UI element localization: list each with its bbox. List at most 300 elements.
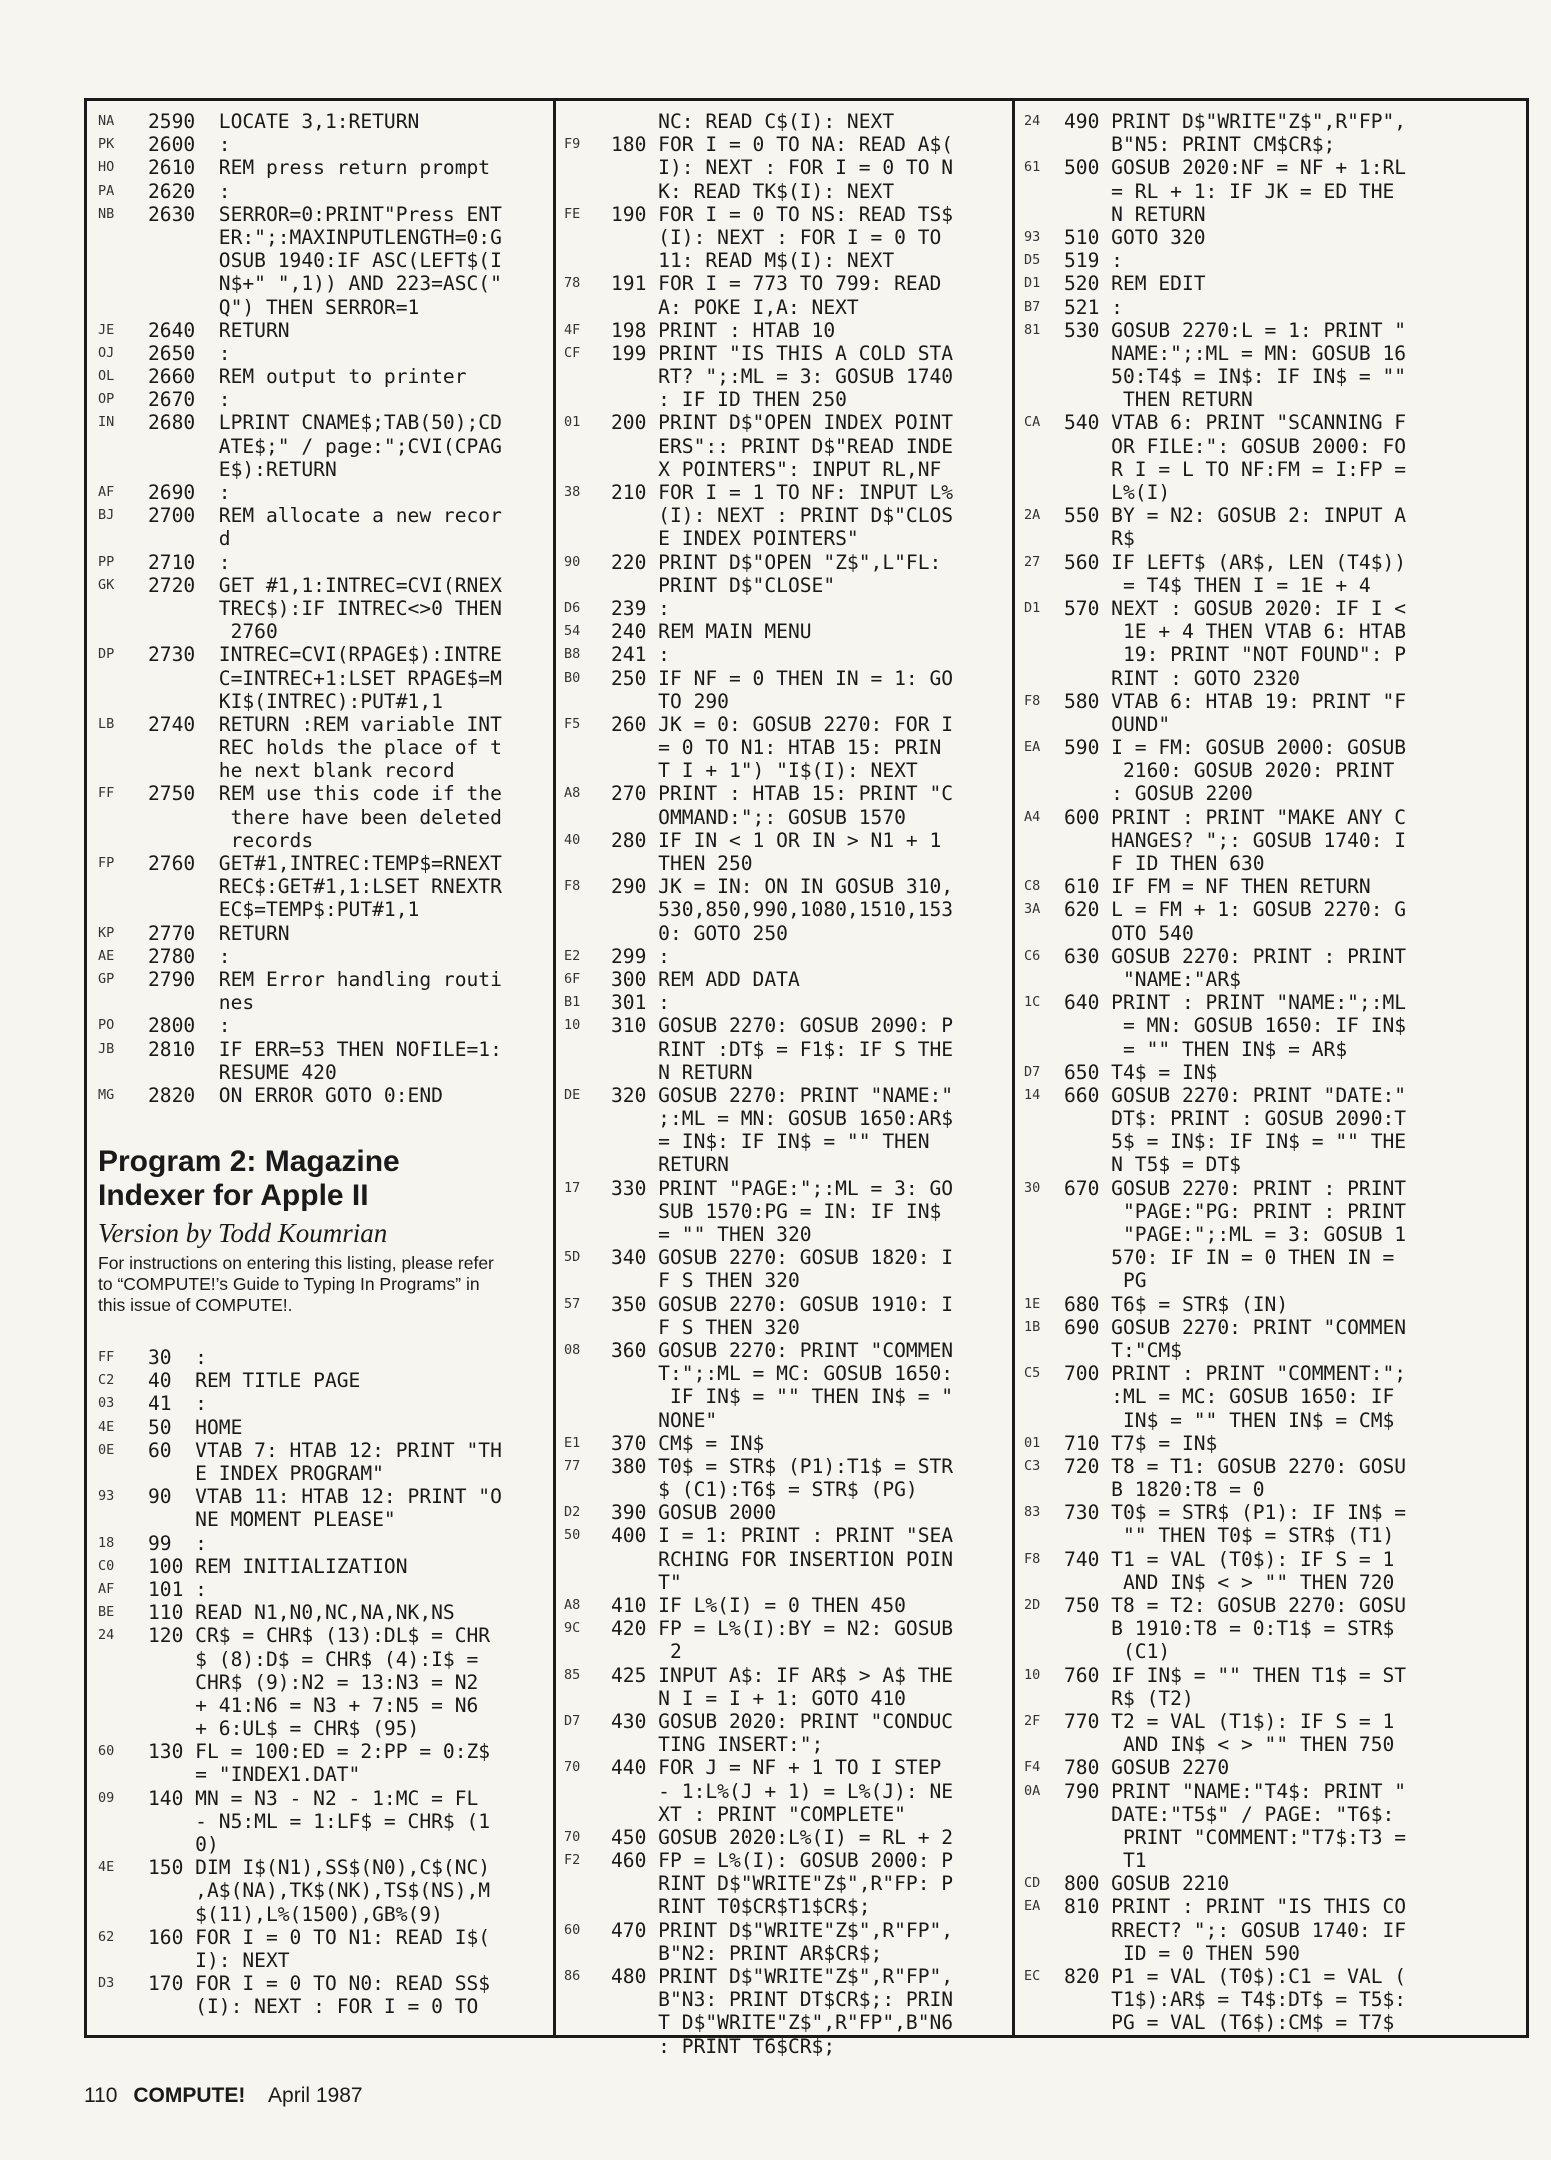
checksum: JB <box>98 1040 115 1057</box>
checksum: 01 <box>1024 1434 1041 1451</box>
code-line <box>564 551 1004 574</box>
checksum: E2 <box>564 947 581 964</box>
code-text: 410 IF L%(I) = 0 THEN 450 <box>611 1594 906 1617</box>
code-text: XT : PRINT "COMPLETE" <box>611 1802 906 1826</box>
code-line <box>1024 1316 1524 1339</box>
code-text: 790 PRINT "NAME:"T4$: PRINT " <box>1064 1779 1407 1803</box>
code-line <box>1024 458 1524 481</box>
checksum: CD <box>1024 1875 1041 1892</box>
code-line <box>1024 1640 1524 1663</box>
code-text: 200 PRINT D$"OPEN INDEX POINT <box>611 411 954 435</box>
code-line <box>98 156 548 179</box>
code-text: ,A$(NA),TK$(NK),TS$(NS),M <box>148 1879 491 1903</box>
code-text: 590 I = FM: GOSUB 2000: GOSUB <box>1064 736 1407 760</box>
checksum: 4F <box>564 321 581 338</box>
code-line <box>98 133 548 156</box>
code-text: 760 IF IN$ = "" THEN T1$ = ST <box>1064 1663 1407 1687</box>
code-text: $ (C1):T6$ = STR$ (PG) <box>611 1478 918 1502</box>
code-line <box>564 1640 1004 1663</box>
code-text: 2590 LOCATE 3,1:RETURN <box>148 110 420 133</box>
code-line <box>1024 1107 1524 1130</box>
code-line <box>98 1508 548 1531</box>
checksum: FP <box>98 855 115 871</box>
checksum: KP <box>98 924 115 941</box>
checksum: PA <box>98 182 115 199</box>
code-line <box>98 1810 548 1833</box>
code-line <box>1024 1988 1524 2011</box>
code-line <box>1024 1339 1524 1362</box>
code-text: 299 : <box>611 944 670 968</box>
code-text: 260 JK = 0: GOSUB 2270: FOR I <box>611 712 954 736</box>
code-text: 390 GOSUB 2000 <box>611 1501 777 1525</box>
code-line <box>1024 1130 1524 1153</box>
code-text: E$):RETURN <box>148 457 337 481</box>
magazine-name: COMPUTE! <box>133 2084 246 2107</box>
checksum: D1 <box>1024 599 1041 616</box>
code-line <box>564 1687 1004 1710</box>
checksum: DP <box>98 646 115 663</box>
program2-title <box>98 1145 548 1213</box>
checksum: 1B <box>1024 1318 1041 1335</box>
code-line <box>564 898 1004 921</box>
code-text: OR FILE:": GOSUB 2000: FO <box>1064 434 1407 458</box>
code-text: 301 : <box>611 991 670 1015</box>
code-line <box>1024 1687 1524 1710</box>
code-line <box>564 481 1004 504</box>
code-line <box>98 1717 548 1740</box>
code-line <box>564 435 1004 458</box>
code-text: IN$ = "" THEN IN$ = CM$ <box>1064 1408 1395 1432</box>
code-text: AND IN$ < > "" THEN 720 <box>1064 1570 1395 1594</box>
code-line <box>564 945 1004 968</box>
code-line <box>98 504 548 527</box>
checksum: 09 <box>98 1789 115 1806</box>
code-text: 340 GOSUB 2270: GOSUB 1820: I <box>611 1246 954 1270</box>
code-line <box>564 1942 1004 1965</box>
code-line <box>1024 597 1524 620</box>
code-text: 400 I = 1: PRINT : PRINT "SEA <box>611 1524 954 1548</box>
code-text: RT? ";:ML = 3: GOSUB 1740 <box>611 365 954 389</box>
code-text: (C1) <box>1064 1640 1171 1664</box>
code-text: NE MOMENT PLEASE" <box>148 1508 396 1532</box>
checksum: OL <box>98 368 115 385</box>
code-line <box>564 1153 1004 1176</box>
code-text: OUND" <box>1064 712 1171 736</box>
program2-byline: Version by Todd Koumrian <box>98 1218 388 1249</box>
code-line <box>564 1524 1004 1547</box>
code-text: 280 IF IN < 1 OR IN > N1 + 1 <box>611 828 942 852</box>
checksum: B0 <box>564 669 581 686</box>
code-line <box>564 643 1004 666</box>
code-line <box>98 1787 548 1810</box>
checksum: 61 <box>1024 159 1041 176</box>
program2-title-line2: Indexer for Apple II <box>98 1179 369 1213</box>
code-text: 2660 REM output to printer <box>148 365 467 389</box>
checksum: AE <box>98 947 115 964</box>
checksum: 10 <box>1024 1666 1041 1683</box>
code-text: B"N5: PRINT CM$CR$; <box>1064 133 1336 157</box>
code-line <box>98 1038 548 1061</box>
column-divider-2 <box>1012 98 1015 2038</box>
checksum: 4E <box>98 1859 115 1876</box>
code-line <box>1024 1223 1524 1246</box>
code-line <box>1024 620 1524 643</box>
checksum: D2 <box>564 1504 581 1521</box>
code-text: 521 : <box>1064 295 1123 319</box>
code-text: 520 REM EDIT <box>1064 272 1206 296</box>
code-text: 650 T4$ = IN$ <box>1064 1060 1218 1084</box>
code-line <box>98 1926 548 1949</box>
code-line <box>1024 1385 1524 1408</box>
code-text: 750 T8 = T2: GOSUB 2270: GOSU <box>1064 1594 1407 1617</box>
code-text: NC: READ C$(I): NEXT <box>611 110 895 133</box>
code-text: 198 PRINT : HTAB 10 <box>611 318 836 342</box>
code-line <box>98 1648 548 1671</box>
code-line <box>564 1849 1004 1872</box>
code-text: 270 PRINT : HTAB 15: PRINT "C <box>611 782 954 806</box>
code-line <box>564 1826 1004 1849</box>
code-line <box>1024 1942 1524 1965</box>
code-text: 550 BY = N2: GOSUB 2: INPUT A <box>1064 504 1407 528</box>
code-text: "NAME:"AR$ <box>1064 967 1241 991</box>
code-text: F S THEN 320 <box>611 1315 800 1339</box>
checksum: 03 <box>98 1395 115 1412</box>
checksum: FF <box>98 785 115 802</box>
code-text: 160 FOR I = 0 TO N1: READ I$( <box>148 1925 491 1949</box>
code-line <box>98 319 548 342</box>
code-line <box>1024 922 1524 945</box>
code-line <box>1024 249 1524 272</box>
code-text: REC$:GET#1,1:LSET RNEXTR <box>148 875 502 899</box>
code-text: + 41:N6 = N3 + 7:N5 = N6 <box>148 1693 479 1717</box>
code-text: PRINT D$"CLOSE" <box>611 573 836 597</box>
code-line <box>98 1903 548 1926</box>
code-text: TO 290 <box>611 689 729 713</box>
checksum: CA <box>1024 414 1041 431</box>
code-text: 40 REM TITLE PAGE <box>148 1369 361 1393</box>
code-text: there have been deleted <box>148 805 502 829</box>
checksum: D7 <box>564 1712 581 1729</box>
code-text: RINT T0$CR$T1$CR$; <box>611 1895 871 1919</box>
code-text: RCHING FOR INSERTION POIN <box>611 1547 954 1571</box>
code-line <box>564 1548 1004 1571</box>
code-text: = IN$: IF IN$ = "" THEN <box>611 1130 930 1154</box>
code-text: RRECT? ";: GOSUB 1740: IF <box>1064 1918 1407 1942</box>
code-text: 11: READ M$(I): NEXT <box>611 249 895 273</box>
checksum: 70 <box>564 1759 581 1776</box>
code-line <box>1024 713 1524 736</box>
code-text: = T4$ THEN I = 1E + 4 <box>1064 573 1371 597</box>
checksum: 6F <box>564 970 581 987</box>
code-line <box>564 1200 1004 1223</box>
code-line <box>98 249 548 272</box>
checksum: 14 <box>1024 1086 1041 1103</box>
code-text: T1$):AR$ = T4$:DT$ = T5$: <box>1064 1988 1407 2012</box>
code-line <box>564 249 1004 272</box>
code-line <box>98 574 548 597</box>
code-line <box>1024 1409 1524 1432</box>
code-text: 2680 LPRINT CNAME$;TAB(50);CD <box>148 411 502 435</box>
code-text: :ML = MC: GOSUB 1650: IF <box>1064 1385 1395 1409</box>
checksum: 01 <box>564 414 581 431</box>
code-text: 190 FOR I = 0 TO NS: READ TS$ <box>611 202 954 226</box>
code-line <box>1024 435 1524 458</box>
checksum: 70 <box>564 1828 581 1845</box>
code-text: 810 PRINT : PRINT "IS THIS CO <box>1064 1895 1407 1919</box>
code-line <box>564 875 1004 898</box>
code-text: N RETURN <box>611 1060 753 1084</box>
checksum: LB <box>98 715 115 732</box>
code-line <box>98 1555 548 1578</box>
code-text: 30 : <box>148 1346 207 1370</box>
code-text: 670 GOSUB 2270: PRINT : PRINT <box>1064 1176 1407 1200</box>
code-text: 2640 RETURN <box>148 318 290 342</box>
checksum: 9C <box>564 1620 581 1637</box>
code-text: T" <box>611 1570 682 1594</box>
code-text: : PRINT T6$CR$; <box>611 2034 836 2058</box>
code-text: THEN RETURN <box>1064 388 1253 412</box>
code-line <box>564 1061 1004 1084</box>
code-line <box>98 1485 548 1508</box>
code-text: 2780 : <box>148 944 231 968</box>
code-line <box>1024 1548 1524 1571</box>
code-line <box>98 852 548 875</box>
code-text: 350 GOSUB 2270: GOSUB 1910: I <box>611 1292 954 1316</box>
code-line <box>564 1409 1004 1432</box>
code-text: 780 GOSUB 2270 <box>1064 1756 1230 1780</box>
code-text: "PAGE:";:ML = 3: GOSUB 1 <box>1064 1223 1407 1246</box>
code-line <box>1024 898 1524 921</box>
code-text: 2 <box>611 1640 682 1664</box>
code-line <box>1024 2011 1524 2034</box>
code-text: 800 GOSUB 2210 <box>1064 1872 1230 1896</box>
code-line <box>1024 1571 1524 1594</box>
code-line <box>1024 1826 1524 1849</box>
code-text: 41 : <box>148 1392 207 1416</box>
code-line <box>98 1740 548 1763</box>
checksum: 4E <box>98 1418 115 1435</box>
checksum: 0E <box>98 1441 115 1458</box>
checksum: GP <box>98 970 115 987</box>
page-footer <box>84 2084 363 2108</box>
code-line <box>564 1988 1004 2011</box>
code-line <box>1024 365 1524 388</box>
code-line <box>98 782 548 805</box>
checksum: F8 <box>1024 692 1041 709</box>
code-line <box>564 296 1004 319</box>
code-text: he next blank record <box>148 759 455 783</box>
checksum: 1E <box>1024 1295 1041 1312</box>
code-line <box>564 1246 1004 1269</box>
code-line <box>564 458 1004 481</box>
code-line <box>1024 1014 1524 1037</box>
code-line <box>98 875 548 898</box>
checksum: CF <box>564 344 581 361</box>
code-text: 50 HOME <box>148 1415 243 1439</box>
code-line <box>98 1694 548 1717</box>
code-text: 2790 REM Error handling routi <box>148 967 502 991</box>
code-text: PRINT "COMMENT:"T7$:T3 = <box>1064 1825 1407 1849</box>
code-text: ATE$;" / page:";CVI(CPAG <box>148 434 502 458</box>
code-text: 99 : <box>148 1531 207 1555</box>
code-text: 680 T6$ = STR$ (IN) <box>1064 1292 1289 1316</box>
code-line <box>1024 1780 1524 1803</box>
code-line <box>98 1439 548 1462</box>
code-line <box>564 1664 1004 1687</box>
code-text: 0) <box>148 1833 219 1856</box>
checksum: 5D <box>564 1249 581 1266</box>
code-line <box>98 180 548 203</box>
code-line <box>1024 1872 1524 1895</box>
code-line <box>98 203 548 226</box>
code-line <box>98 945 548 968</box>
code-line <box>98 110 548 133</box>
code-text: 101 : <box>148 1577 207 1601</box>
code-line <box>98 226 548 249</box>
code-text: 580 VTAB 6: HTAB 19: PRINT "F <box>1064 689 1407 713</box>
code-line <box>564 1571 1004 1594</box>
code-line <box>1024 759 1524 782</box>
code-text: 2770 RETURN <box>148 921 290 945</box>
code-text: 420 FP = L%(I):BY = N2: GOSUB <box>611 1617 954 1641</box>
code-text: C=INTREC+1:LSET RPAGE$=M <box>148 666 502 690</box>
checksum: PP <box>98 553 115 570</box>
code-text: records <box>148 828 314 852</box>
code-line <box>1024 1246 1524 1269</box>
code-line <box>98 1856 548 1879</box>
code-text: 180 FOR I = 0 TO NA: READ A$( <box>611 133 954 157</box>
checksum: F2 <box>564 1852 581 1869</box>
code-text: KI$(INTREC):PUT#1,1 <box>148 689 443 713</box>
code-line <box>1024 1061 1524 1084</box>
code-text: RINT :DT$ = F1$: IF S THE <box>611 1037 954 1061</box>
code-text: = 0 TO N1: HTAB 15: PRIN <box>611 736 942 760</box>
code-text: 560 IF LEFT$ (AR$, LEN (T4$)) <box>1064 550 1407 574</box>
code-line <box>98 759 548 782</box>
code-line <box>564 1223 1004 1246</box>
code-text: RETURN <box>611 1153 729 1177</box>
checksum: BE <box>98 1604 115 1621</box>
checksum: 1C <box>1024 994 1041 1011</box>
code-text: RINT D$"WRITE"Z$",R"FP: P <box>611 1872 954 1896</box>
code-line <box>564 527 1004 550</box>
code-line <box>1024 1664 1524 1687</box>
page-number: 110 <box>84 2084 118 2107</box>
code-text: 2720 GET #1,1:INTREC=CVI(RNEX <box>148 573 502 597</box>
code-text: 2600 : <box>148 133 231 157</box>
code-line <box>1024 110 1524 133</box>
code-line <box>564 1362 1004 1385</box>
code-text: DT$: PRINT : GOSUB 2090:T <box>1064 1107 1407 1131</box>
code-line <box>564 388 1004 411</box>
code-line <box>564 1038 1004 1061</box>
code-text: ID = 0 THEN 590 <box>1064 1941 1300 1965</box>
code-line <box>1024 1803 1524 1826</box>
code-line <box>98 736 548 759</box>
checksum: 2D <box>1024 1597 1041 1613</box>
checksum: F9 <box>564 136 581 153</box>
code-text: 440 FOR J = NF + 1 TO I STEP <box>611 1756 942 1780</box>
checksum: D7 <box>1024 1063 1041 1080</box>
checksum: 85 <box>564 1666 581 1683</box>
program2-listing-cont-2 <box>1024 110 1524 2035</box>
code-text: - 1:L%(J + 1) = L%(J): NE <box>611 1779 954 1803</box>
code-text: 330 PRINT "PAGE:";:ML = 3: GO <box>611 1176 954 1200</box>
code-line <box>98 829 548 852</box>
code-text: $(11),L%(1500),GB%(9) <box>148 1902 443 1926</box>
code-text: R I = L TO NF:FM = I:FP = <box>1064 457 1407 481</box>
code-line <box>1024 1432 1524 1455</box>
code-line <box>564 1756 1004 1779</box>
code-line <box>1024 991 1524 1014</box>
code-text: 630 GOSUB 2270: PRINT : PRINT <box>1064 944 1407 968</box>
checksum: MG <box>98 1086 115 1103</box>
code-line <box>1024 1293 1524 1316</box>
code-text: IF IN$ = "" THEN IN$ = " <box>611 1385 954 1409</box>
checksum: C2 <box>98 1372 115 1389</box>
code-line <box>564 133 1004 156</box>
code-text: 770 T2 = VAL (T1$): IF S = 1 <box>1064 1709 1395 1733</box>
checksum: F8 <box>1024 1550 1041 1567</box>
code-line <box>98 922 548 945</box>
checksum: D1 <box>1024 275 1041 292</box>
code-text: 19: PRINT "NOT FOUND": P <box>1064 643 1407 667</box>
code-text: DATE:"T5$" / PAGE: "T6$: <box>1064 1802 1395 1826</box>
checksum: C3 <box>1024 1457 1041 1474</box>
code-line <box>1024 1200 1524 1223</box>
code-line <box>1024 133 1524 156</box>
code-text: 2730 INTREC=CVI(RPAGE$):INTRE <box>148 643 502 667</box>
code-line <box>98 991 548 1014</box>
code-text: 0: GOTO 250 <box>611 921 788 945</box>
checksum: 3A <box>1024 901 1041 918</box>
checksum: 0A <box>1024 1782 1041 1799</box>
code-line <box>564 226 1004 249</box>
code-line <box>1024 806 1524 829</box>
code-line <box>98 296 548 319</box>
code-line <box>1024 875 1524 898</box>
code-line <box>98 458 548 481</box>
checksum: 86 <box>564 1968 581 1984</box>
code-text: 130 FL = 100:ED = 2:PP = 0:Z$ <box>148 1740 491 1764</box>
code-text: T:"CM$ <box>1064 1338 1182 1362</box>
code-text: - N5:ML = 1:LF$ = CHR$ (1 <box>148 1809 491 1833</box>
code-line <box>98 1763 548 1786</box>
code-text: NAME:";:ML = MN: GOSUB 16 <box>1064 341 1407 365</box>
code-line <box>98 1392 548 1415</box>
program2-listing-start <box>98 1346 548 2018</box>
code-text: 2710 : <box>148 550 231 574</box>
code-text: 2700 REM allocate a new recor <box>148 504 502 528</box>
code-text: K: READ TK$(I): NEXT <box>611 179 895 203</box>
checksum: HO <box>98 159 115 176</box>
code-line <box>1024 342 1524 365</box>
code-line <box>564 1501 1004 1524</box>
code-text: 5$ = IN$: IF IN$ = "" THE <box>1064 1130 1407 1154</box>
code-text: TING INSERT:"; <box>611 1733 824 1757</box>
code-text: 2760 GET#1,INTREC:TEMP$=RNEXT <box>148 852 502 875</box>
column-divider-1 <box>553 98 556 2038</box>
checksum: NA <box>98 113 115 129</box>
checksum: C0 <box>98 1557 115 1574</box>
code-line <box>1024 388 1524 411</box>
checksum: JE <box>98 321 115 338</box>
checksum: 38 <box>564 484 581 500</box>
code-text: 110 READ N1,N0,NC,NA,NK,NS <box>148 1601 455 1625</box>
code-text: 2160: GOSUB 2020: PRINT <box>1064 759 1395 783</box>
code-text: : GOSUB 2200 <box>1064 782 1253 806</box>
code-text: 610 IF FM = NF THEN RETURN <box>1064 875 1371 899</box>
